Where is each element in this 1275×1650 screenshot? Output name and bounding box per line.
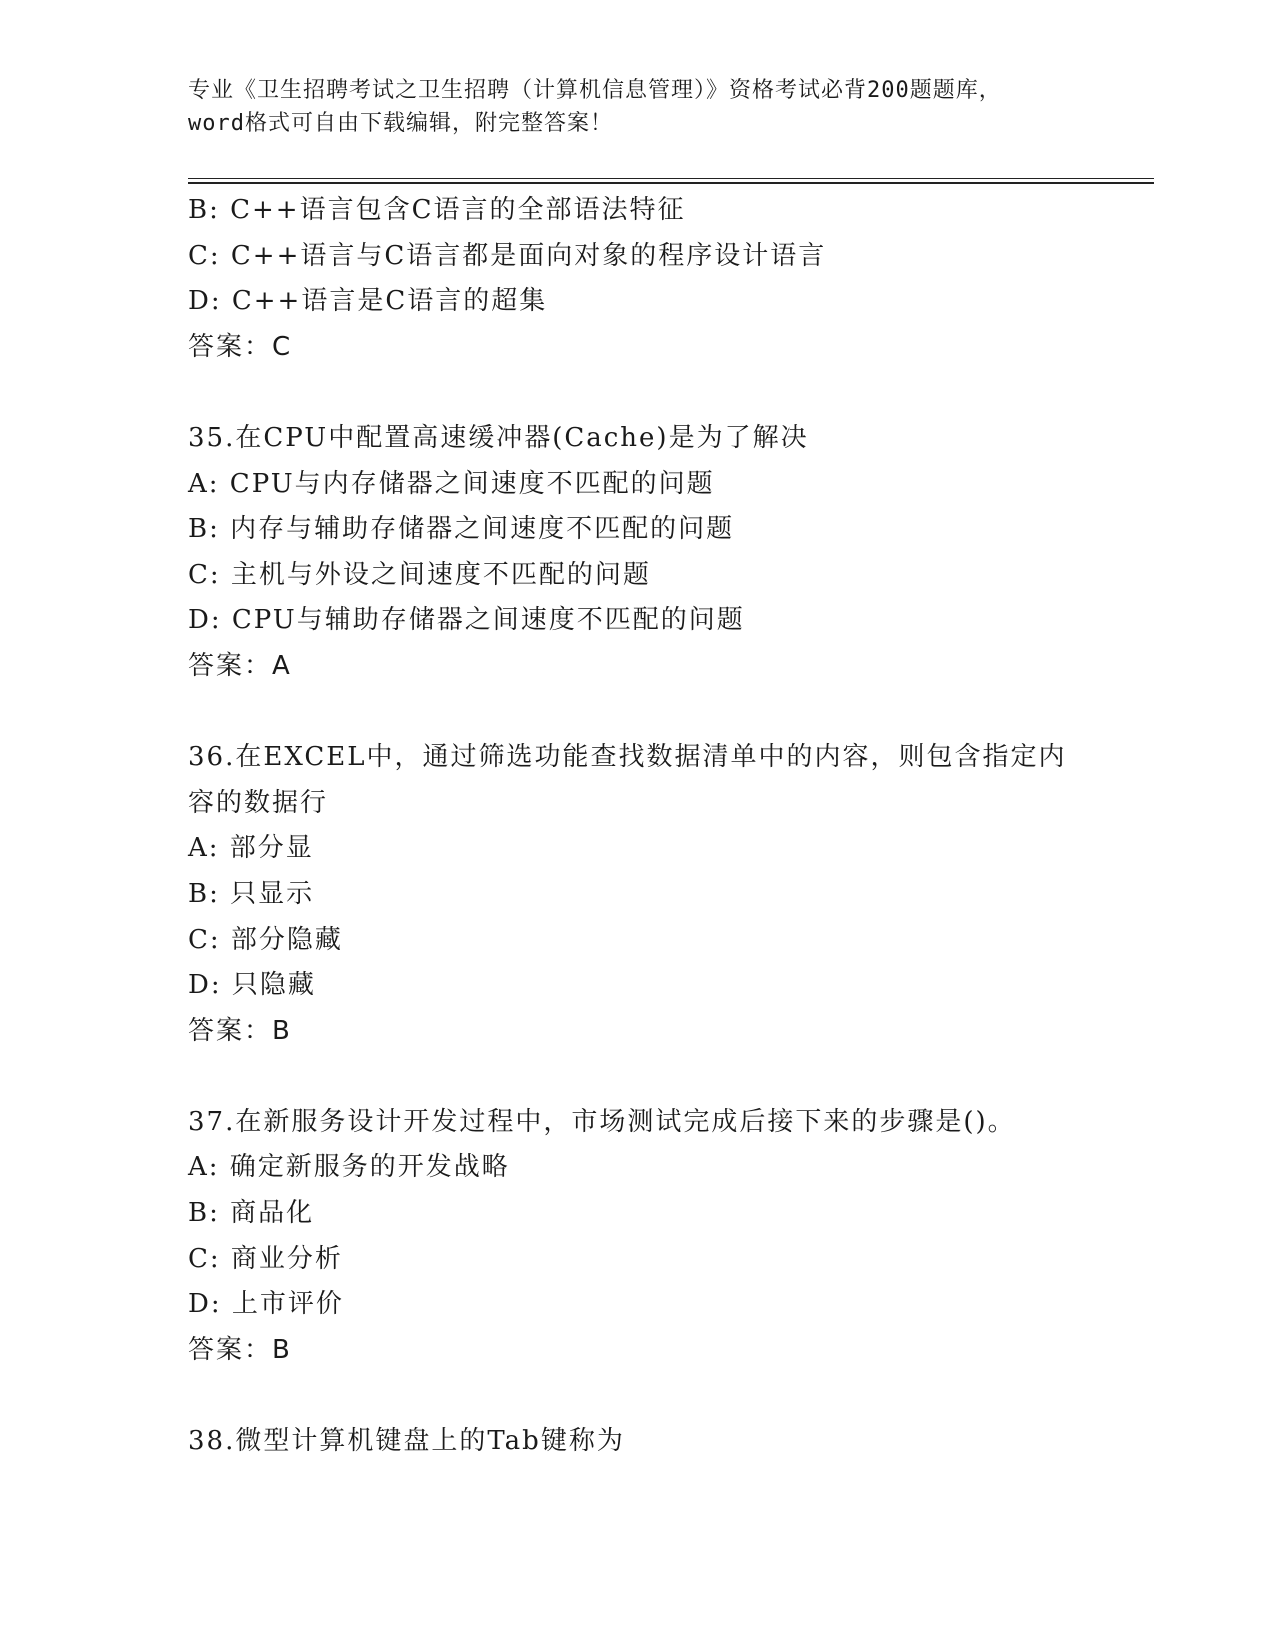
answer: 答案：A	[188, 650, 292, 681]
option-d: D: 只隐藏	[188, 970, 316, 1001]
question-stem: 38.微型计算机键盘上的Tab键称为	[188, 1426, 625, 1457]
option-b: B: 商品化	[188, 1198, 315, 1229]
option-c: C: C++语言与C语言都是面向对象的程序设计语言	[188, 240, 827, 271]
question-36	[188, 735, 1088, 1054]
question-stem: 35.在CPU中配置高速缓冲器(Cache)是为了解决	[188, 422, 809, 453]
option-c: C: 部分隐藏	[188, 924, 343, 955]
question-35	[188, 416, 1088, 690]
option-d: D: 上市评价	[188, 1289, 344, 1320]
spacer	[188, 1054, 1088, 1100]
option-a: A: CPU与内存储器之间速度不匹配的问题	[188, 468, 715, 499]
option-d: D: C++语言是C语言的超集	[188, 286, 548, 317]
question-38	[188, 1419, 1088, 1465]
question-34-tail	[188, 188, 1088, 370]
question-list	[188, 188, 1088, 1465]
option-a: A: 部分显	[188, 833, 314, 864]
option-c: C: 商业分析	[188, 1243, 343, 1274]
spacer	[188, 370, 1088, 416]
document-header	[188, 74, 1088, 140]
answer: 答案：C	[188, 331, 293, 362]
option-b: B: C++语言包含C语言的全部语法特征	[188, 195, 686, 225]
question-37	[188, 1100, 1088, 1374]
question-stem: 36.在EXCEL中，通过筛选功能查找数据清单中的内容，则包含指定内	[188, 742, 1067, 773]
header-divider	[188, 178, 1154, 184]
option-b: B: 内存与辅助存储器之间速度不匹配的问题	[188, 514, 735, 545]
header-title-line-2: word格式可自由下载编辑，附完整答案！	[188, 111, 613, 136]
option-c: C: 主机与外设之间速度不匹配的问题	[188, 559, 651, 590]
spacer	[188, 690, 1088, 736]
option-d: D: CPU与辅助存储器之间速度不匹配的问题	[188, 605, 745, 636]
answer: 答案：B	[188, 1334, 292, 1365]
answer: 答案：B	[188, 1015, 292, 1046]
question-stem-continued: 容的数据行	[188, 787, 329, 818]
spacer	[188, 1373, 1088, 1419]
option-b: B: 只显示	[188, 878, 315, 909]
question-stem: 37.在新服务设计开发过程中，市场测试完成后接下来的步骤是()。	[188, 1106, 1016, 1137]
option-a: A: 确定新服务的开发战略	[188, 1152, 510, 1183]
header-title-line-1: 专业《卫生招聘考试之卫生招聘（计算机信息管理）》资格考试必背200题题库，	[188, 78, 1002, 103]
